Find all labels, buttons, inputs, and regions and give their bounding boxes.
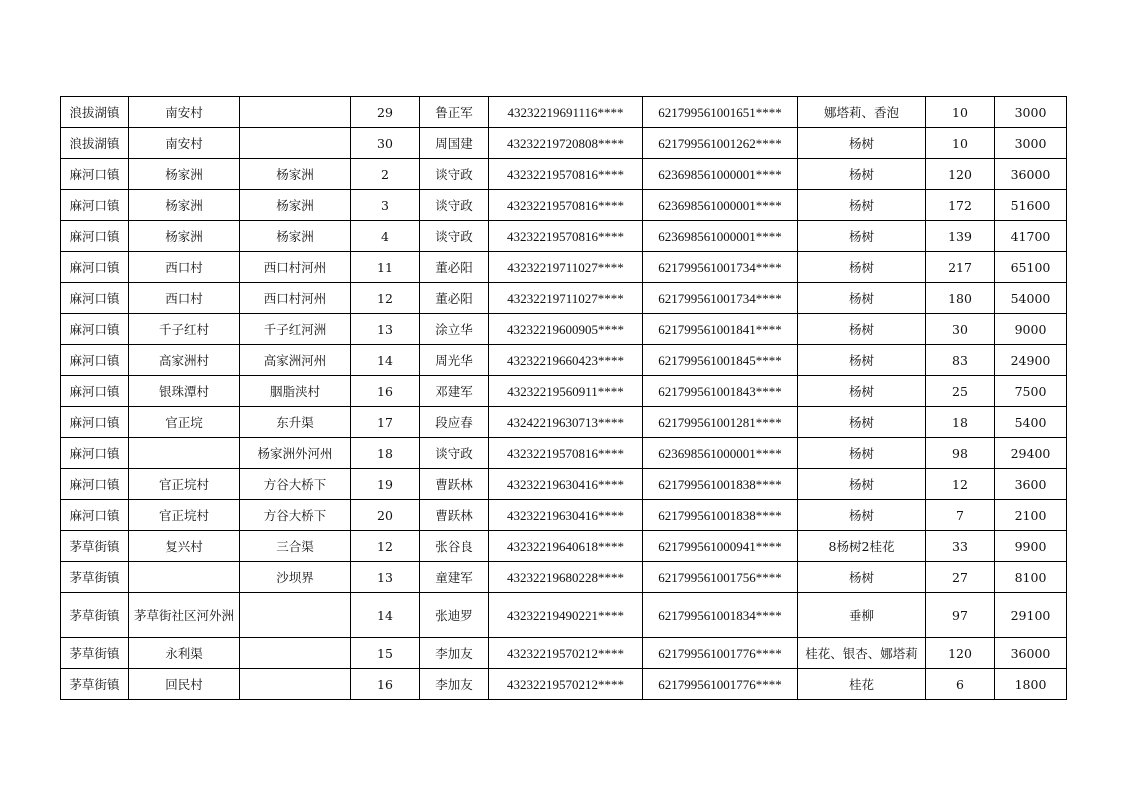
location-cell <box>240 638 351 669</box>
name-cell: 段应春 <box>420 407 489 438</box>
table-row <box>61 314 1067 345</box>
location-cell <box>240 97 351 128</box>
amount-cell: 9900 <box>995 531 1067 562</box>
table-row <box>61 669 1067 700</box>
town-cell: 浪拔湖镇 <box>61 128 129 159</box>
quantity-cell: 98 <box>926 438 995 469</box>
location-cell: 东升渠 <box>240 407 351 438</box>
village-cell: 官正垸 <box>129 407 240 438</box>
number-cell: 16 <box>351 669 420 700</box>
number-cell: 15 <box>351 638 420 669</box>
account-cell: 621799561001651**** <box>643 97 798 128</box>
account-cell: 621799561001843**** <box>643 376 798 407</box>
id-number-cell: 43232219630416**** <box>489 469 643 500</box>
quantity-cell: 6 <box>926 669 995 700</box>
account-cell: 623698561000001**** <box>643 190 798 221</box>
quantity-cell: 12 <box>926 469 995 500</box>
id-number-cell: 43232219570816**** <box>489 190 643 221</box>
location-cell: 沙坝界 <box>240 562 351 593</box>
tree-type-cell: 杨树 <box>798 407 926 438</box>
name-cell: 童建军 <box>420 562 489 593</box>
table-row <box>61 159 1067 190</box>
number-cell: 18 <box>351 438 420 469</box>
tree-type-cell: 桂花、银杏、娜塔莉 <box>798 638 926 669</box>
account-cell: 621799561001841**** <box>643 314 798 345</box>
tree-type-cell: 娜塔莉、香泡 <box>798 97 926 128</box>
table-row <box>61 128 1067 159</box>
tree-type-cell: 杨树 <box>798 562 926 593</box>
location-cell: 高家洲河州 <box>240 345 351 376</box>
town-cell: 麻河口镇 <box>61 190 129 221</box>
account-cell: 621799561001838**** <box>643 500 798 531</box>
location-cell: 杨家洲 <box>240 190 351 221</box>
town-cell: 麻河口镇 <box>61 407 129 438</box>
town-cell: 茅草街镇 <box>61 638 129 669</box>
amount-cell: 41700 <box>995 221 1067 252</box>
quantity-cell: 10 <box>926 97 995 128</box>
number-cell: 17 <box>351 407 420 438</box>
number-cell: 14 <box>351 345 420 376</box>
table-row <box>61 376 1067 407</box>
number-cell: 13 <box>351 562 420 593</box>
tree-type-cell: 杨树 <box>798 469 926 500</box>
amount-cell: 24900 <box>995 345 1067 376</box>
village-cell: 永利渠 <box>129 638 240 669</box>
name-cell: 董必阳 <box>420 283 489 314</box>
amount-cell: 3000 <box>995 97 1067 128</box>
table-body <box>61 97 1067 700</box>
id-number-cell: 43232219600905**** <box>489 314 643 345</box>
amount-cell: 9000 <box>995 314 1067 345</box>
quantity-cell: 120 <box>926 638 995 669</box>
town-cell: 麻河口镇 <box>61 345 129 376</box>
quantity-cell: 172 <box>926 190 995 221</box>
village-cell: 茅草街社区河外洲 <box>129 593 240 638</box>
amount-cell: 8100 <box>995 562 1067 593</box>
name-cell: 邓建军 <box>420 376 489 407</box>
table-row <box>61 469 1067 500</box>
town-cell: 浪拔湖镇 <box>61 97 129 128</box>
table-row <box>61 438 1067 469</box>
quantity-cell: 18 <box>926 407 995 438</box>
amount-cell: 1800 <box>995 669 1067 700</box>
account-cell: 621799561001838**** <box>643 469 798 500</box>
table-row <box>61 593 1067 638</box>
name-cell: 李加友 <box>420 669 489 700</box>
quantity-cell: 139 <box>926 221 995 252</box>
account-cell: 621799561001834**** <box>643 593 798 638</box>
name-cell: 周光华 <box>420 345 489 376</box>
table-row <box>61 638 1067 669</box>
village-cell: 回民村 <box>129 669 240 700</box>
location-cell <box>240 593 351 638</box>
id-number-cell: 43232219570816**** <box>489 159 643 190</box>
tree-type-cell: 杨树 <box>798 345 926 376</box>
tree-type-cell: 杨树 <box>798 283 926 314</box>
town-cell: 麻河口镇 <box>61 221 129 252</box>
amount-cell: 65100 <box>995 252 1067 283</box>
town-cell: 麻河口镇 <box>61 252 129 283</box>
table-row <box>61 221 1067 252</box>
id-number-cell: 43232219630416**** <box>489 500 643 531</box>
id-number-cell: 43232219570212**** <box>489 638 643 669</box>
name-cell: 周国建 <box>420 128 489 159</box>
id-number-cell: 43232219711027**** <box>489 283 643 314</box>
table-row <box>61 345 1067 376</box>
village-cell: 官正垸村 <box>129 469 240 500</box>
account-cell: 621799561001845**** <box>643 345 798 376</box>
id-number-cell: 43232219570816**** <box>489 221 643 252</box>
location-cell: 方谷大桥下 <box>240 500 351 531</box>
account-cell: 623698561000001**** <box>643 159 798 190</box>
number-cell: 12 <box>351 531 420 562</box>
name-cell: 张谷良 <box>420 531 489 562</box>
number-cell: 16 <box>351 376 420 407</box>
name-cell: 谈守政 <box>420 221 489 252</box>
table-row <box>61 562 1067 593</box>
id-number-cell: 43232219711027**** <box>489 252 643 283</box>
village-cell: 南安村 <box>129 128 240 159</box>
location-cell: 杨家洲 <box>240 221 351 252</box>
amount-cell: 51600 <box>995 190 1067 221</box>
town-cell: 茅草街镇 <box>61 531 129 562</box>
number-cell: 29 <box>351 97 420 128</box>
number-cell: 30 <box>351 128 420 159</box>
amount-cell: 29100 <box>995 593 1067 638</box>
name-cell: 董必阳 <box>420 252 489 283</box>
town-cell: 麻河口镇 <box>61 376 129 407</box>
id-number-cell: 43232219720808**** <box>489 128 643 159</box>
town-cell: 茅草街镇 <box>61 593 129 638</box>
number-cell: 12 <box>351 283 420 314</box>
tree-type-cell: 桂花 <box>798 669 926 700</box>
tree-type-cell: 垂柳 <box>798 593 926 638</box>
amount-cell: 2100 <box>995 500 1067 531</box>
table-row <box>61 283 1067 314</box>
quantity-cell: 120 <box>926 159 995 190</box>
location-cell: 三合渠 <box>240 531 351 562</box>
quantity-cell: 83 <box>926 345 995 376</box>
tree-type-cell: 杨树 <box>798 252 926 283</box>
amount-cell: 54000 <box>995 283 1067 314</box>
name-cell: 李加友 <box>420 638 489 669</box>
quantity-cell: 30 <box>926 314 995 345</box>
number-cell: 14 <box>351 593 420 638</box>
quantity-cell: 25 <box>926 376 995 407</box>
table-row <box>61 97 1067 128</box>
tree-type-cell: 杨树 <box>798 314 926 345</box>
village-cell: 西口村 <box>129 283 240 314</box>
account-cell: 621799561001734**** <box>643 283 798 314</box>
id-number-cell: 43232219680228**** <box>489 562 643 593</box>
quantity-cell: 27 <box>926 562 995 593</box>
id-number-cell: 43232219490221**** <box>489 593 643 638</box>
tree-type-cell: 杨树 <box>798 159 926 190</box>
location-cell <box>240 669 351 700</box>
number-cell: 11 <box>351 252 420 283</box>
account-cell: 621799561001776**** <box>643 638 798 669</box>
number-cell: 13 <box>351 314 420 345</box>
village-cell: 银珠潭村 <box>129 376 240 407</box>
name-cell: 曹跃林 <box>420 469 489 500</box>
account-cell: 621799561001756**** <box>643 562 798 593</box>
number-cell: 3 <box>351 190 420 221</box>
town-cell: 茅草街镇 <box>61 669 129 700</box>
account-cell: 621799561001776**** <box>643 669 798 700</box>
number-cell: 19 <box>351 469 420 500</box>
table-row <box>61 531 1067 562</box>
village-cell: 千子红村 <box>129 314 240 345</box>
table-row <box>61 190 1067 221</box>
location-cell: 杨家洲外河州 <box>240 438 351 469</box>
name-cell: 曹跃林 <box>420 500 489 531</box>
town-cell: 茅草街镇 <box>61 562 129 593</box>
amount-cell: 3600 <box>995 469 1067 500</box>
table-row <box>61 252 1067 283</box>
account-cell: 621799561001734**** <box>643 252 798 283</box>
id-number-cell: 43232219570816**** <box>489 438 643 469</box>
quantity-cell: 33 <box>926 531 995 562</box>
account-cell: 621799561000941**** <box>643 531 798 562</box>
village-cell <box>129 562 240 593</box>
id-number-cell: 43242219630713**** <box>489 407 643 438</box>
village-cell: 高家洲村 <box>129 345 240 376</box>
location-cell: 千子红河洲 <box>240 314 351 345</box>
town-cell: 麻河口镇 <box>61 283 129 314</box>
amount-cell: 36000 <box>995 638 1067 669</box>
account-cell: 621799561001281**** <box>643 407 798 438</box>
quantity-cell: 7 <box>926 500 995 531</box>
tree-type-cell: 杨树 <box>798 376 926 407</box>
location-cell: 方谷大桥下 <box>240 469 351 500</box>
village-cell: 西口村 <box>129 252 240 283</box>
town-cell: 麻河口镇 <box>61 159 129 190</box>
id-number-cell: 43232219640618**** <box>489 531 643 562</box>
name-cell: 谈守政 <box>420 159 489 190</box>
tree-type-cell: 杨树 <box>798 438 926 469</box>
amount-cell: 7500 <box>995 376 1067 407</box>
tree-type-cell: 杨树 <box>798 190 926 221</box>
village-cell: 复兴村 <box>129 531 240 562</box>
location-cell: 西口村河州 <box>240 283 351 314</box>
id-number-cell: 43232219560911**** <box>489 376 643 407</box>
amount-cell: 5400 <box>995 407 1067 438</box>
name-cell: 涂立华 <box>420 314 489 345</box>
quantity-cell: 217 <box>926 252 995 283</box>
id-number-cell: 43232219691116**** <box>489 97 643 128</box>
id-number-cell: 43232219570212**** <box>489 669 643 700</box>
name-cell: 鲁正军 <box>420 97 489 128</box>
number-cell: 4 <box>351 221 420 252</box>
amount-cell: 36000 <box>995 159 1067 190</box>
village-cell: 南安村 <box>129 97 240 128</box>
account-cell: 623698561000001**** <box>643 438 798 469</box>
quantity-cell: 97 <box>926 593 995 638</box>
town-cell: 麻河口镇 <box>61 438 129 469</box>
number-cell: 20 <box>351 500 420 531</box>
tree-type-cell: 杨树 <box>798 221 926 252</box>
village-cell: 杨家洲 <box>129 190 240 221</box>
table-row <box>61 407 1067 438</box>
town-cell: 麻河口镇 <box>61 469 129 500</box>
location-cell: 西口村河州 <box>240 252 351 283</box>
account-cell: 623698561000001**** <box>643 221 798 252</box>
village-cell: 杨家洲 <box>129 159 240 190</box>
town-cell: 麻河口镇 <box>61 314 129 345</box>
number-cell: 2 <box>351 159 420 190</box>
village-cell <box>129 438 240 469</box>
amount-cell: 3000 <box>995 128 1067 159</box>
village-cell: 杨家洲 <box>129 221 240 252</box>
table-row <box>61 500 1067 531</box>
tree-type-cell: 8杨树2桂花 <box>798 531 926 562</box>
records-table <box>60 96 1067 700</box>
amount-cell: 29400 <box>995 438 1067 469</box>
location-cell <box>240 128 351 159</box>
account-cell: 621799561001262**** <box>643 128 798 159</box>
village-cell: 官正垸村 <box>129 500 240 531</box>
location-cell: 胭脂浃村 <box>240 376 351 407</box>
town-cell: 麻河口镇 <box>61 500 129 531</box>
tree-type-cell: 杨树 <box>798 128 926 159</box>
location-cell: 杨家洲 <box>240 159 351 190</box>
quantity-cell: 10 <box>926 128 995 159</box>
name-cell: 张迪罗 <box>420 593 489 638</box>
name-cell: 谈守政 <box>420 438 489 469</box>
quantity-cell: 180 <box>926 283 995 314</box>
id-number-cell: 43232219660423**** <box>489 345 643 376</box>
name-cell: 谈守政 <box>420 190 489 221</box>
tree-type-cell: 杨树 <box>798 500 926 531</box>
